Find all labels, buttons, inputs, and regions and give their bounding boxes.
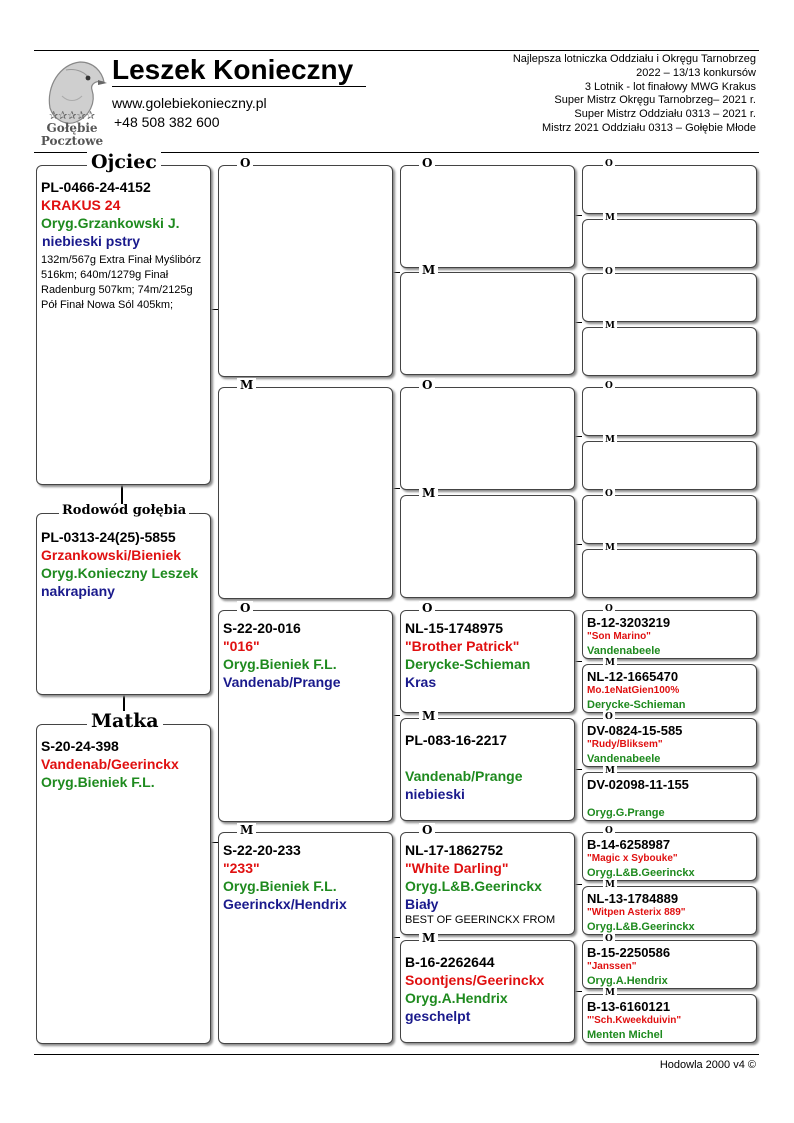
ring-number: B-14-6258987: [587, 837, 671, 852]
pigeon-name: KRAKUS 24: [41, 197, 121, 213]
logo-text-line2: Pocztowe: [40, 134, 104, 148]
gen3-card[interactable]: [400, 263, 575, 375]
female-marker: M: [605, 766, 615, 776]
male-marker: O: [605, 381, 613, 391]
female-marker: M: [237, 378, 256, 392]
connector: [392, 715, 400, 716]
breeder: Oryg.Grzankowski J.: [41, 215, 180, 231]
connector: [574, 544, 582, 545]
male-marker: O: [605, 489, 613, 499]
gen4-card[interactable]: [582, 321, 757, 376]
connector: [574, 322, 582, 323]
female-marker: M: [605, 213, 615, 223]
male-marker: O: [419, 823, 435, 837]
pigeon-name: "Son Marino": [587, 631, 651, 642]
pigeon-color: nakrapiany: [41, 583, 115, 599]
father-subject-connector: [121, 485, 123, 505]
connector: [392, 488, 400, 489]
ring-number: NL-15-1748975: [405, 620, 504, 636]
breeder: Oryg.L&B.Geerinckx: [587, 867, 695, 879]
achievement-item: Super Mistrz Okręgu Tarnobrzeg– 2021 r.: [554, 94, 756, 107]
owner-name-underline: [112, 86, 366, 87]
pigeon-color: Geerinckx/Hendrix: [223, 896, 347, 912]
male-marker: O: [605, 712, 613, 722]
achievement-item: Najlepsza lotniczka Oddziału i Okręgu Tarnobrzeg: [512, 53, 756, 65]
male-marker: O: [419, 601, 435, 615]
website-link[interactable]: www.golebiekonieczny.pl: [112, 95, 267, 111]
breeder: Derycke-Schieman: [405, 656, 531, 672]
pigeon-color: niebieski: [405, 786, 465, 802]
female-marker: M: [605, 658, 615, 668]
ring-number: NL-13-1784889: [587, 891, 679, 906]
male-marker: O: [237, 601, 253, 615]
gen4-card[interactable]: [582, 766, 757, 821]
gen4-card[interactable]: [582, 489, 757, 544]
footer-credit: Hodowla 2000 v4 ©: [659, 1059, 756, 1071]
gen4-card[interactable]: [582, 712, 757, 767]
phone-number: +48 508 382 600: [114, 114, 220, 130]
breeder: Oryg.A.Hendrix: [405, 990, 508, 1006]
logo-text-line1: Gołębie: [46, 121, 98, 135]
mother-caption: Matka: [87, 711, 163, 731]
connector: [210, 842, 218, 843]
breeder: Oryg.Bieniek F.L.: [223, 878, 337, 894]
breeder: Oryg.Bieniek F.L.: [223, 656, 337, 672]
breeder: Oryg.L&B.Geerinckx: [587, 921, 695, 933]
pigeon-name: "Brother Patrick": [405, 638, 520, 654]
breeder: Oryg.Konieczny Leszek: [41, 565, 199, 581]
achievement-item: Mistrz 2021 Oddziału 0313 – Gołębie Młode: [541, 121, 756, 134]
female-marker: M: [419, 263, 438, 277]
gen3-card[interactable]: [400, 931, 575, 1043]
pigeon-name: "Janssen": [587, 961, 637, 972]
breeder: Vandenab/Prange: [405, 768, 523, 784]
male-marker: O: [605, 159, 613, 169]
gen4-card[interactable]: [582, 435, 757, 490]
pigeon-color: Kras: [405, 674, 437, 690]
connector: [392, 937, 400, 938]
male-marker: O: [237, 156, 253, 170]
female-marker: M: [605, 988, 615, 998]
connector: [210, 309, 218, 310]
female-marker: M: [419, 931, 438, 945]
gen4-card[interactable]: [582, 880, 757, 935]
gen3-card[interactable]: [400, 823, 575, 935]
ring-number: B-12-3203219: [587, 615, 671, 630]
ring-number: B-15-2250586: [587, 945, 671, 960]
owner-name: Leszek Konieczny: [112, 54, 354, 85]
breeder: Vandenabeele: [587, 645, 661, 657]
race-results: 132m/567g Extra Finał Myślibórz 516km; 640m/1279g Finał Radenburg 507km; 74m/2125g Pół Finał Nowa Sól 405km;: [41, 254, 202, 311]
dam-dam-card[interactable]: [218, 823, 393, 1044]
sire-dam-card[interactable]: [218, 378, 393, 599]
gen4-card[interactable]: [582, 658, 757, 713]
ring-number: PL-0313-24(25)-5855: [41, 529, 176, 545]
father-card[interactable]: [36, 151, 211, 485]
pigeon-color: Vandenab/Prange: [223, 674, 341, 690]
ring-number: B-16-2262644: [405, 954, 495, 970]
male-marker: O: [605, 826, 613, 836]
female-marker: M: [419, 709, 438, 723]
connector: [574, 769, 582, 770]
svg-text:✰✰✰✰✰: ✰✰✰✰✰: [48, 109, 96, 122]
ring-number: NL-17-1862752: [405, 842, 504, 858]
female-marker: M: [419, 486, 438, 500]
pigeon-name: "Rudy/Bliksem": [587, 739, 663, 750]
gen4-card[interactable]: [582, 543, 757, 598]
ring-number: PL-0466-24-4152: [41, 179, 151, 195]
gen4-card[interactable]: [582, 826, 757, 881]
pigeon-note: BEST OF GEERINCKX FROM: [405, 914, 556, 926]
female-marker: M: [605, 880, 615, 890]
connector: [574, 991, 582, 992]
pigeon-name: Grzankowski/Bieniek: [41, 547, 182, 563]
dam-sire-card[interactable]: [218, 601, 393, 822]
gen4-card[interactable]: [582, 213, 757, 268]
pigeon-color: niebieski pstry: [42, 233, 141, 249]
mother-card[interactable]: [36, 710, 211, 1044]
gen3-card[interactable]: [400, 486, 575, 598]
pigeon-name: "'Sch.Kweekduivin": [587, 1015, 682, 1026]
gen4-card[interactable]: [582, 604, 757, 659]
connector: [574, 215, 582, 216]
connector: [574, 884, 582, 885]
breeder: Oryg.L&B.Geerinckx: [405, 878, 542, 894]
gen3-card[interactable]: [400, 156, 575, 268]
ring-number: S-22-20-233: [223, 842, 301, 858]
female-marker: M: [237, 823, 256, 837]
connector: [392, 272, 400, 273]
pigeon-name: "016": [223, 638, 260, 654]
ring-number: S-22-20-016: [223, 620, 301, 636]
ring-number: B-13-6160121: [587, 999, 671, 1014]
female-marker: M: [605, 435, 615, 445]
achievement-item: 2022 – 13/13 konkursów: [636, 66, 756, 79]
breeder: Derycke-Schieman: [587, 699, 686, 711]
ring-number: DV-0824-15-585: [587, 723, 683, 738]
achievement-item: Super Mistrz Oddziału 0313 – 2021 r.: [574, 108, 756, 121]
achievement-item: 3 Lotnik - lot finałowy MWG Krakus: [584, 80, 756, 93]
top-rule: [34, 50, 759, 51]
male-marker: O: [605, 934, 613, 944]
gen4-card[interactable]: [582, 381, 757, 436]
male-marker: O: [605, 604, 613, 614]
logo-text: [36, 122, 108, 148]
pigeon-name: Soontjens/Geerinckx: [405, 972, 545, 988]
father-caption: Ojciec: [87, 152, 161, 172]
breeder: Vandenabeele: [587, 753, 661, 765]
pigeon-name: "White Darling": [405, 860, 509, 876]
subject-card[interactable]: [36, 503, 211, 695]
gen4-card[interactable]: [582, 159, 757, 214]
achievements-list: [513, 53, 756, 136]
pigeon-color: Biały: [405, 896, 439, 912]
ring-number: PL-083-16-2217: [405, 732, 507, 748]
pigeon-name: "Witpen Asterix 889": [587, 907, 686, 918]
gen3-card[interactable]: [400, 378, 575, 490]
male-marker: O: [419, 378, 435, 392]
breeder: Oryg.Bieniek F.L.: [41, 774, 155, 790]
breeder: Oryg.A.Hendrix: [587, 975, 668, 987]
footer-rule: [34, 1054, 759, 1055]
connector: [574, 661, 582, 662]
pigeon-name: Vandenab/Geerinckx: [41, 756, 179, 772]
pigeon-name: "233": [223, 860, 260, 876]
ring-number: DV-02098-11-155: [587, 777, 689, 792]
pigeon-name: Mo.1eNatGien100%: [587, 685, 680, 696]
female-marker: M: [605, 543, 615, 553]
pigeon-color: geschelpt: [405, 1008, 471, 1024]
subject-caption: Rodowód gołębia: [59, 504, 189, 518]
ring-number: S-20-24-398: [41, 738, 119, 754]
gen4-card[interactable]: [582, 934, 757, 989]
breeder: Menten Michel: [587, 1029, 663, 1041]
ring-number: NL-12-1665470: [587, 669, 679, 684]
gen3-card[interactable]: [400, 601, 575, 713]
gen4-card[interactable]: [582, 988, 757, 1043]
male-marker: O: [419, 156, 435, 170]
male-marker: O: [605, 267, 613, 277]
breeder: Oryg.G.Prange: [587, 807, 665, 819]
sire-sire-card[interactable]: [218, 156, 393, 377]
connector: [574, 436, 582, 437]
female-marker: M: [605, 321, 615, 331]
gen4-card[interactable]: [582, 267, 757, 322]
pigeon-name: "Magic x Sybouke": [587, 853, 678, 864]
gen3-card[interactable]: [400, 709, 575, 821]
